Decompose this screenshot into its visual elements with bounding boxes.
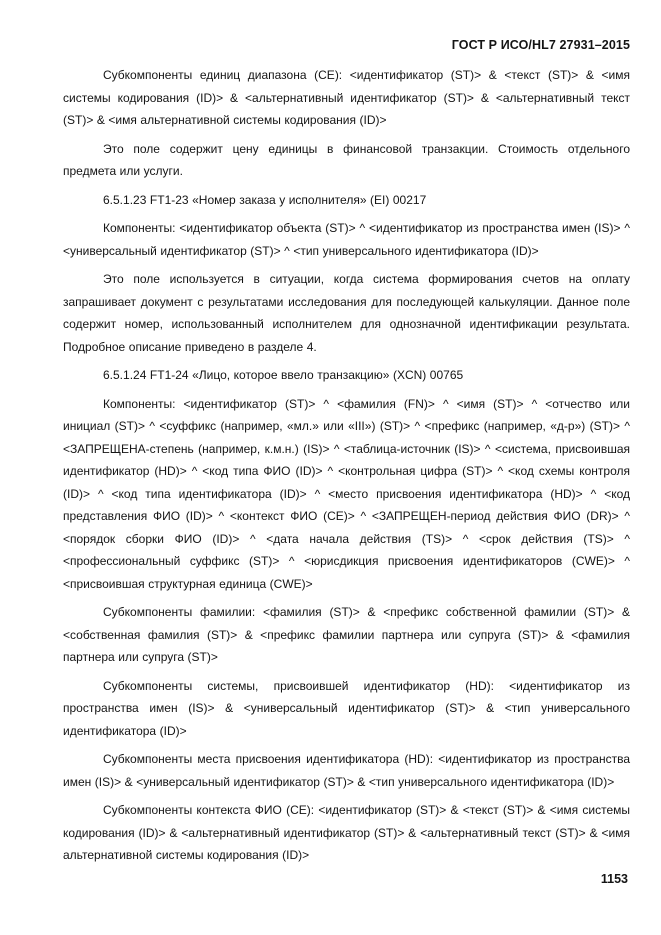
paragraph-assigning-facility-subcomponents: Субкомпоненты места присвоения идентификатора (HD): <идентификатор из пространства имен (IS)> & <универсальный идентификатор (ST)> & <тип универсального идентификатора (ID)> [63,752,630,789]
paragraph-ft1-23-description: Это поле используется в ситуации, когда система формирования счетов на оплату запрашивает документ с результатами исследования для последующей калькуляции. Данное поле содержит номер, использованный исполнителем для однозначной идентификации результата. Подробное описание приведено в разделе 4. [63,272,630,354]
section-heading-ft1-23: 6.5.1.23 FT1-23 «Номер заказа у исполнителя» (EI) 00217 [103,192,427,207]
paragraph-ft1-24-components: Компоненты: <идентификатор (ST)> ^ <фамилия (FN)> ^ <имя (ST)> ^ <отчество или инициал (ST)> ^ <суффикс (например, «мл.» или «III») (ST)> ^ <префикс (например, «д-р») (ST)> ^ <ЗАПРЕЩЕНА-степень (например, к.м.н.) (IS)> ^ <таблица-источник (IS)> ^ <система, присвоившая идентификатор (HD)> ^ <код типа ФИО (ID)> ^ <контрольная цифра (ST)> ^ <код схемы контроля (ID)> ^ <код типа идентификатора (ID)> ^ <место присвоения идентификатора (HD)> ^ <код представления ФИО (ID)> ^ <контекст ФИО (CE)> ^ <ЗАПРЕЩЕН-период действия ФИО (DR)> ^ <порядок сборки ФИО (ID)> ^ <дата начала действия (TS)> ^ <срок действия (TS)> ^ <профессиональный суффикс (ST)> ^ <юрисдикция присвоения идентификаторов (CWE)> ^ <присвоившая структурная единица (CWE)> [63,396,630,591]
paragraph-name-context-subcomponents: Субкомпоненты контекста ФИО (CE): <идентификатор (ST)> & <текст (ST)> & <имя системы кодирования (ID)> & <альтернативный идентификатор (ST)> & <альтернативный текст (ST)> & <имя альтернативной системы кодирования (ID)> [63,803,630,862]
paragraph-assigning-authority-subcomponents: Субкомпоненты системы, присвоившей идентификатор (HD): <идентификатор из пространства имен (IS)> & <универсальный идентификатор (ST)> & <тип универсального идентификатора (ID)> [63,678,630,738]
standard-header: ГОСТ Р ИСО/HL7 27931–2015 [451,38,630,52]
document-body [63,64,630,873]
page-number: 1153 [600,872,628,886]
paragraph-range-units-subcomponents: Субкомпоненты единиц диапазона (CE): <идентификатор (ST)> & <текст (ST)> & <имя системы кодирования (ID)> & <альтернативный идентификатор (ST)> & <альтернативный текст (ST)> & <имя альтернативной системы кодирования (ID)> [63,68,630,127]
paragraph-family-name-subcomponents: Субкомпоненты фамилии: <фамилия (ST)> & <префикс собственной фамилии (ST)> & <собственная фамилия (ST)> & <префикс фамилии партнера или супруга (ST)> & <фамилия партнера или супруга (ST)> [63,605,630,664]
section-heading-ft1-24: 6.5.1.24 FT1-24 «Лицо, которое ввело транзакцию» (XCN) 00765 [103,368,464,382]
paragraph-unit-price-description: Это поле содержит цену единицы в финансовой транзакции. Стоимость отдельного предмета или услуги. [63,141,630,178]
paragraph-ft1-23-components: Компоненты: <идентификатор объекта (ST)> ^ <идентификатор из пространства имен (IS)> ^ <универсальный идентификатор (ST)> ^ <тип универсального идентификатора (ID)> [63,221,630,258]
